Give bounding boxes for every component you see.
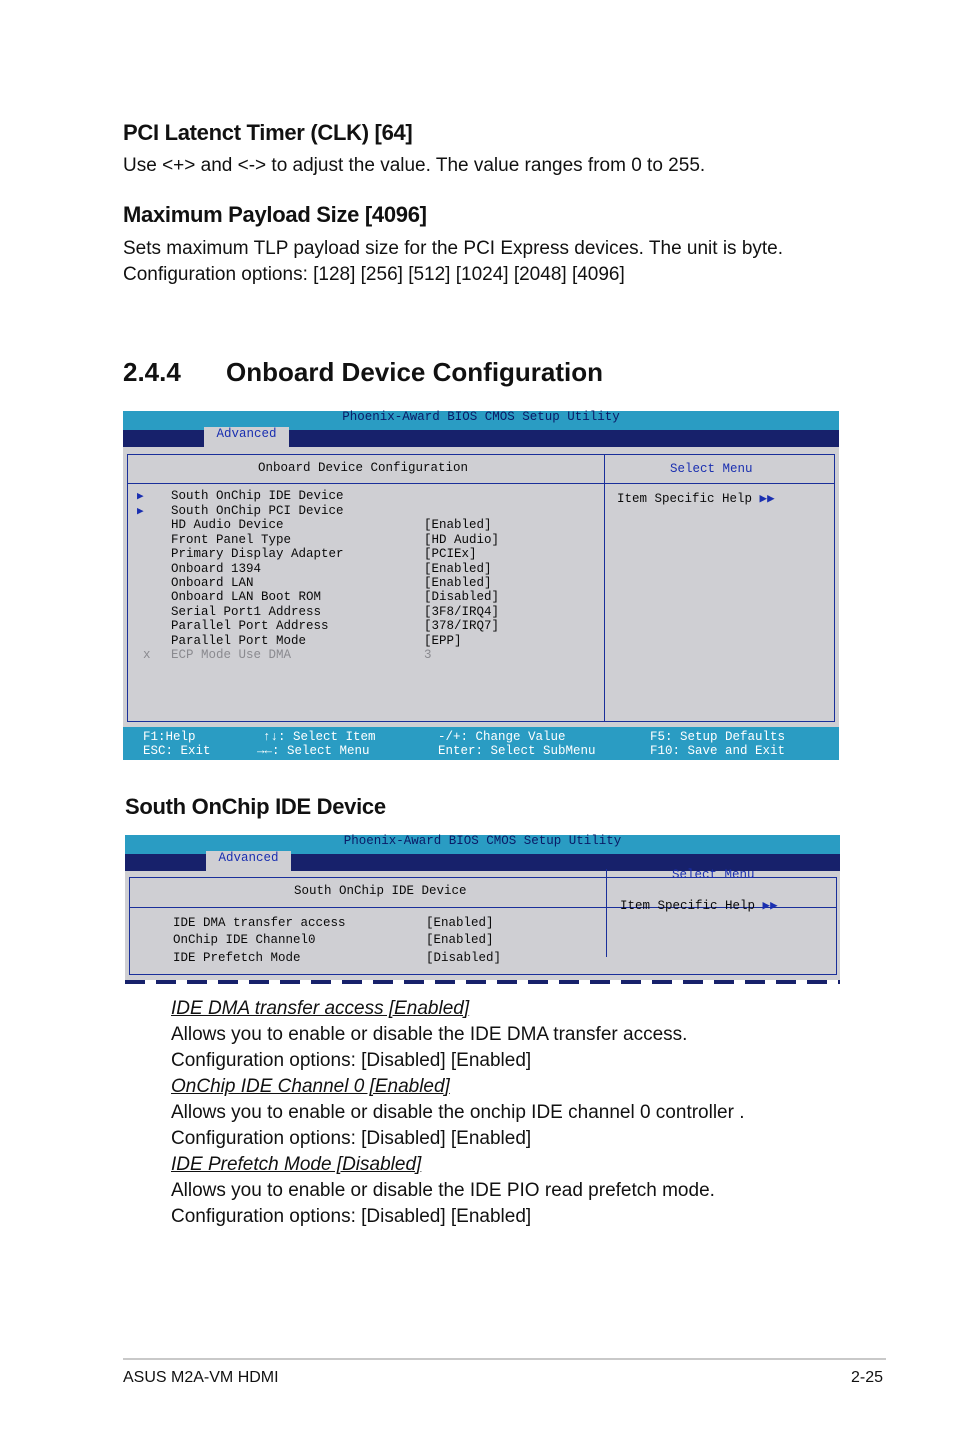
bios-item-label[interactable]: OnChip IDE Channel0 [173,933,316,947]
bios-help-title: Select Menu [670,462,753,476]
option-title: IDE Prefetch Mode [Disabled] [171,1154,422,1175]
bios-item-label[interactable]: Primary Display Adapter [171,547,344,561]
bios-item-value[interactable]: [3F8/IRQ4] [424,605,500,619]
option-config: Configuration options: [Disabled] [Enabled] [171,1050,532,1071]
bios-item-value[interactable]: [Enabled] [424,562,492,576]
max-payload-heading: Maximum Payload Size [4096] [123,202,427,227]
bios-item-value[interactable]: [HD Audio] [424,533,500,547]
chapter-heading [123,357,603,388]
option-description: Allows you to enable or disable the onchip IDE channel 0 controller . [171,1102,745,1123]
bios-divider [606,869,607,957]
bios-item-south-pci[interactable]: South OnChip PCI Device [171,504,344,518]
bios-item-label-disabled: ECP Mode Use DMA [171,648,292,662]
bios-item-label[interactable]: Parallel Port Address [171,619,329,633]
bios-item-value[interactable]: [Disabled] [424,590,500,604]
double-chevron-icon: ▶▶ [759,492,775,506]
bios-help-title: Select Menu [672,868,755,882]
key-save-exit: F10: Save and Exit [650,744,786,758]
footer-page-number: 2-25 [851,1369,884,1386]
option-title: OnChip IDE Channel 0 [Enabled] [171,1076,450,1097]
bios-screen-south-ide [125,835,840,980]
tab-advanced[interactable]: Advanced [204,427,289,447]
bios-item-label[interactable]: Parallel Port Mode [171,634,307,648]
submenu-arrow-icon: ▶ [137,506,144,518]
option-description: Allows you to enable or disable the IDE DMA transfer access. [171,1024,688,1045]
bios-tab-bar [123,427,839,447]
bios-item-label[interactable]: Serial Port1 Address [171,605,322,619]
bios-item-value[interactable]: [PCIEx] [424,547,477,561]
bios-item-label[interactable]: Front Panel Type [171,533,292,547]
option-config: Configuration options: [Disabled] [Enabled] [171,1128,532,1149]
key-select-submenu: Enter: Select SubMenu [438,744,596,758]
bios-title-bar: Phoenix-Award BIOS CMOS Setup Utility [123,411,839,430]
bios-header-divider [127,483,834,484]
key-exit: ESC: Exit [143,744,211,758]
bios-item-label[interactable]: HD Audio Device [171,518,284,532]
max-payload-text-2: Configuration options: [128] [256] [512] [1024] [2048] [4096] [123,264,625,285]
bios-item-value[interactable]: [Enabled] [426,933,494,947]
disabled-marker: x [143,648,151,662]
submenu-arrow-icon: ▶ [137,491,144,503]
chapter-title: Onboard Device Configuration [226,357,604,387]
key-help: F1:Help [143,730,196,744]
bios-item-value[interactable]: [EPP] [424,634,462,648]
footer-rule [123,1358,886,1360]
bios-item-label[interactable]: Onboard LAN [171,576,254,590]
bios-item-label[interactable]: IDE DMA transfer access [173,916,346,930]
key-select-item: ↑↓: Select Item [263,730,376,744]
bios-item-label[interactable]: Onboard 1394 [171,562,262,576]
pci-latency-text: Use <+> and <-> to adjust the value. The value ranges from 0 to 255. [123,155,706,176]
bios-item-south-ide[interactable]: South OnChip IDE Device [171,489,344,503]
key-change-value: -/+: Change Value [438,730,566,744]
key-setup-defaults: F5: Setup Defaults [650,730,786,744]
bios-panel-title: Onboard Device Configuration [258,461,469,475]
bios-panel-title: South OnChip IDE Device [294,884,467,898]
bios-screen-onboard [123,411,839,760]
bios-item-value[interactable]: [Enabled] [424,576,492,590]
option-title: IDE DMA transfer access [Enabled] [171,998,470,1019]
bios-item-value[interactable]: [Enabled] [426,916,494,930]
bios-item-value[interactable]: [Enabled] [424,518,492,532]
bios-key-legend [123,727,839,760]
bios-divider [604,454,605,721]
south-ide-heading: South OnChip IDE Device [125,794,386,819]
option-config: Configuration options: [Disabled] [Enabled] [171,1206,532,1227]
footer-product-name: ASUS M2A-VM HDMI [123,1369,279,1386]
bios-item-label[interactable]: Onboard LAN Boot ROM [171,590,322,604]
bios-item-value[interactable]: [378/IRQ7] [424,619,500,633]
torn-edge-divider [125,980,840,984]
option-description: Allows you to enable or disable the IDE PIO read prefetch mode. [171,1180,715,1201]
chapter-number: 2.4.4 [123,357,181,387]
bios-help-text: Item Specific Help ▶▶ [620,899,778,913]
double-chevron-icon: ▶▶ [762,899,778,913]
bios-item-value-disabled: 3 [424,648,432,662]
pci-latency-heading: PCI Latenct Timer (CLK) [64] [123,120,413,145]
max-payload-text-1: Sets maximum TLP payload size for the PCI Express devices. The unit is byte. [123,238,784,259]
bios-item-label[interactable]: IDE Prefetch Mode [173,951,301,965]
tab-advanced[interactable]: Advanced [206,851,291,871]
bios-help-text: Item Specific Help ▶▶ [617,492,775,506]
key-select-menu: →←: Select Menu [257,744,370,758]
bios-title-bar: Phoenix-Award BIOS CMOS Setup Utility [125,835,840,854]
bios-item-value[interactable]: [Disabled] [426,951,502,965]
